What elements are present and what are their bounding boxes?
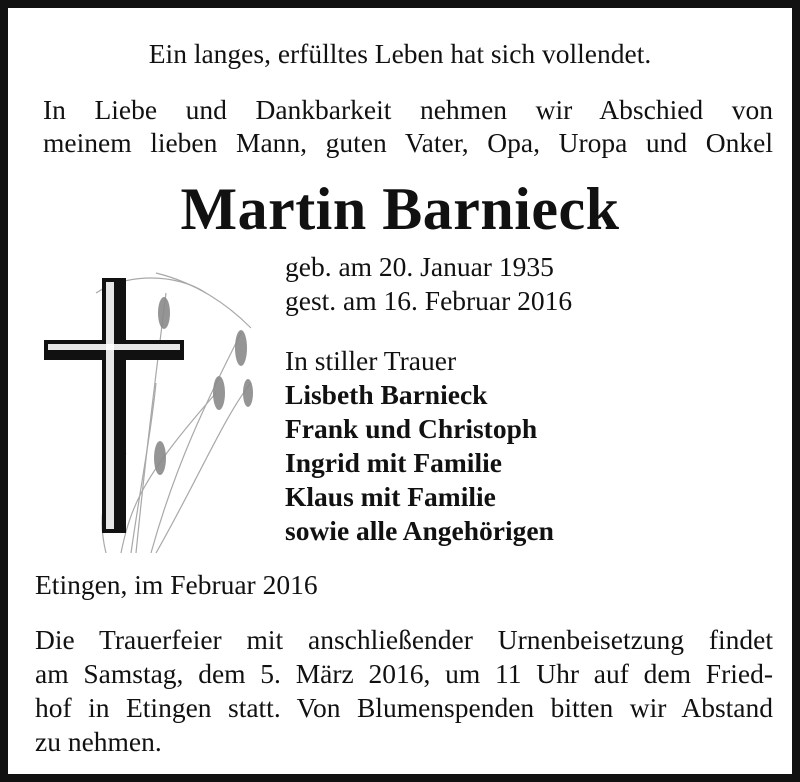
- ceremony-line-3: hof in Etingen statt. Von Blumenspenden bitten wir Abstand: [35, 692, 773, 723]
- intro-line: Ein langes, erfülltes Leben hat sich vollendet.: [148, 38, 652, 69]
- mourning-intro: In stiller Trauer: [285, 345, 457, 376]
- cross-with-wheat-illustration: [36, 253, 276, 553]
- mourner-5: sowie alle Angehörigen: [285, 515, 554, 546]
- mourner-4: Klaus mit Familie: [285, 481, 496, 512]
- mourner-2: Frank und Christoph: [285, 413, 538, 444]
- farewell-line-1: In Liebe und Dankbarkeit nehmen wir Abschied von: [43, 94, 773, 125]
- ceremony-line-4: zu nehmen.: [35, 726, 162, 757]
- birth-date: geb. am 20. Januar 1935: [285, 251, 554, 282]
- deceased-name: Martin Barnieck: [180, 176, 620, 242]
- mourner-1: Lisbeth Barnieck: [285, 379, 488, 410]
- wheat-grains: [154, 297, 253, 475]
- ceremony-line-2: am Samstag, dem 5. März 2016, um 11 Uhr auf dem Fried-: [35, 658, 773, 689]
- mourner-3: Ingrid mit Familie: [285, 447, 502, 478]
- death-date: gest. am 16. Februar 2016: [285, 285, 573, 316]
- ceremony-line-1: Die Trauerfeier mit anschließender Urnenbeisetzung findet: [35, 624, 773, 655]
- place-date: Etingen, im Februar 2016: [35, 569, 318, 600]
- farewell-line-2: meinem lieben Mann, guten Vater, Opa, Uropa und Onkel: [43, 127, 773, 158]
